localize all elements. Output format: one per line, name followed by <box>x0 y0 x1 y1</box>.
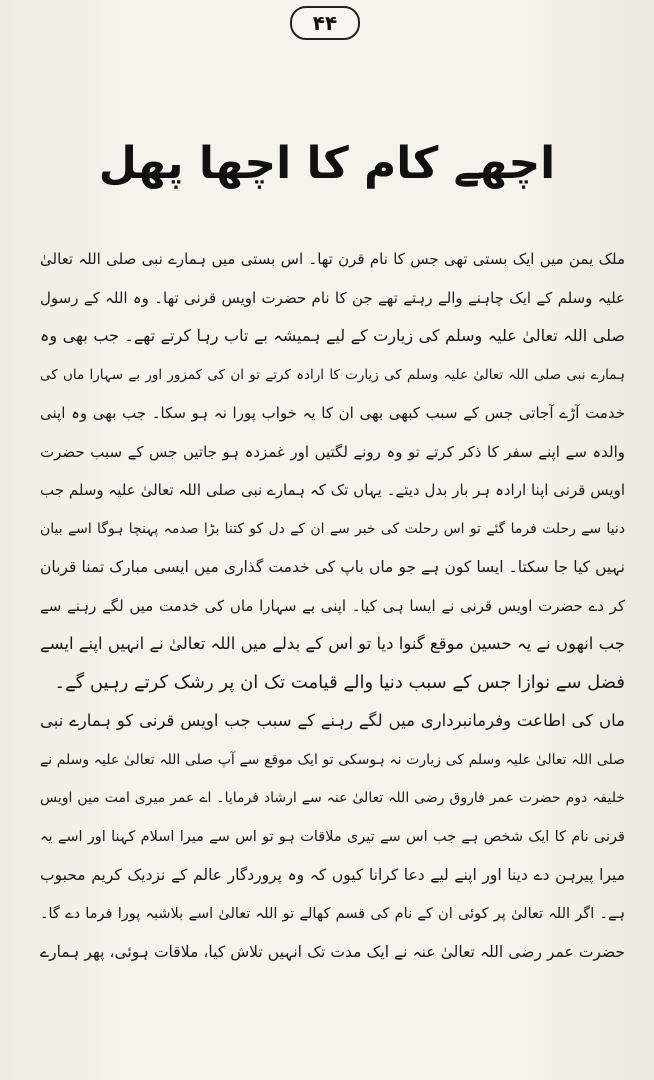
text-line: دنیا سے رحلت فرما گئے تو اس رحلت کی خبر سے ان کے دل کو کتنا بڑا صدمہ پہنچا ہوگا اسے بیان <box>40 520 625 537</box>
chapter-title: اچھے کام کا اچھا پھل <box>98 138 556 189</box>
body-text <box>40 240 625 972</box>
text-line: ہمارے نبی صلی اللہ تعالیٰ علیہ وسلم کی زیارت کا ارادہ کرتے تو ان کی کمزور اور بے سہارا ماں کی <box>40 366 625 383</box>
page-number: ۴۴ <box>290 6 360 40</box>
text-line: حضرت عمر رضی اللہ تعالیٰ عنہ نے ایک مدت تک انہیں تلاش کیا، ملاقات ہوئی، پھر ہمارے <box>40 943 625 961</box>
text-line: ہے۔ اگر اللہ تعالیٰ پر کوئی ان کے نام کی قسم کھالے تو اللہ تعالیٰ اسے بلاشبہ پورا فرما دے گا۔ <box>40 905 625 922</box>
text-line: میرا پیرہن دے دینا اور اپنے لیے دعا کرانا کیوں کہ وہ پروردگار عالم کے نزدیک کریم محبوب <box>40 866 625 884</box>
text-line: قرنی نام کا ایک شخص ہے جب اس سے تیری ملاقات ہو تو اس سے میرا اسلام کہنا اور اسے یہ <box>40 828 625 845</box>
text-line: صلی اللہ تعالیٰ علیہ وسلم کی زیارت نہ ہوسکی تو ایک موقع سے آپ صلی اللہ تعالیٰ علیہ وسلم نے <box>40 751 625 768</box>
text-line: اویس قرنی اپنا ارادہ ہر بار بدل دیتے۔ یہاں تک کہ ہمارے نبی صلی اللہ تعالیٰ علیہ وسلم جب <box>40 481 625 499</box>
text-line: خلیفہ دوم حضرت عمر فاروق رضی اللہ تعالیٰ عنہ سے ارشاد فرمایا۔ اے عمر میری امت میں اویس <box>40 790 625 806</box>
text-line: نہیں کیا جا سکتا۔ ایسا کون ہے جو ماں باپ کی خدمت گذاری میں ایسی مبارک تمنا قربان <box>40 558 625 576</box>
text-line: ماں کی اطاعت وفرمانبرداری میں لگے رہنے کے سبب جب اویس قرنی کو ہمارے نبی <box>40 711 625 730</box>
text-line: والدہ سے اپنے سفر کا ذکر کرتے تو وہ رونے لگتیں اور غمزدہ ہو جاتیں جس کے سبب حضرت <box>40 442 625 461</box>
text-line: جب انھوں نے یہ حسین موقع گنوا دیا تو اس کے بدلے میں اللہ تعالیٰ نے انہیں اپنے ایسے <box>40 634 625 653</box>
text-line: علیہ وسلم کے ایک چاہنے والے رہتے تھے جن کا نام حضرت اویس قرنی تھا۔ وہ اللہ کے رسول <box>40 288 625 307</box>
text-line: ملک یمن میں ایک بستی تھی جس کا نام قرن تھا۔ اس بستی میں ہمارے نبی صلی اللہ تعالیٰ <box>40 250 625 268</box>
text-line: صلی اللہ تعالیٰ علیہ وسلم کی زیارت کے لیے ہمیشہ بے تاب رہا کرتے تھے۔ جب بھی وہ <box>40 326 625 345</box>
text-line: خدمت آڑے آجاتی جس کے سبب کبھی بھی ان کا یہ خواب پورا نہ ہو سکا۔ جب بھی وہ اپنی <box>40 404 625 422</box>
text-line: فضل سے نوازا جس کے سبب دنیا والے قیامت تک ان پر رشک کرتے رہیں گے۔ <box>54 671 625 693</box>
text-line: کر دے حضرت اویس قرنی نے ایسا ہی کیا۔ اپنی بے سہارا ماں کی خدمت میں لگے رہنے سے <box>40 596 625 615</box>
